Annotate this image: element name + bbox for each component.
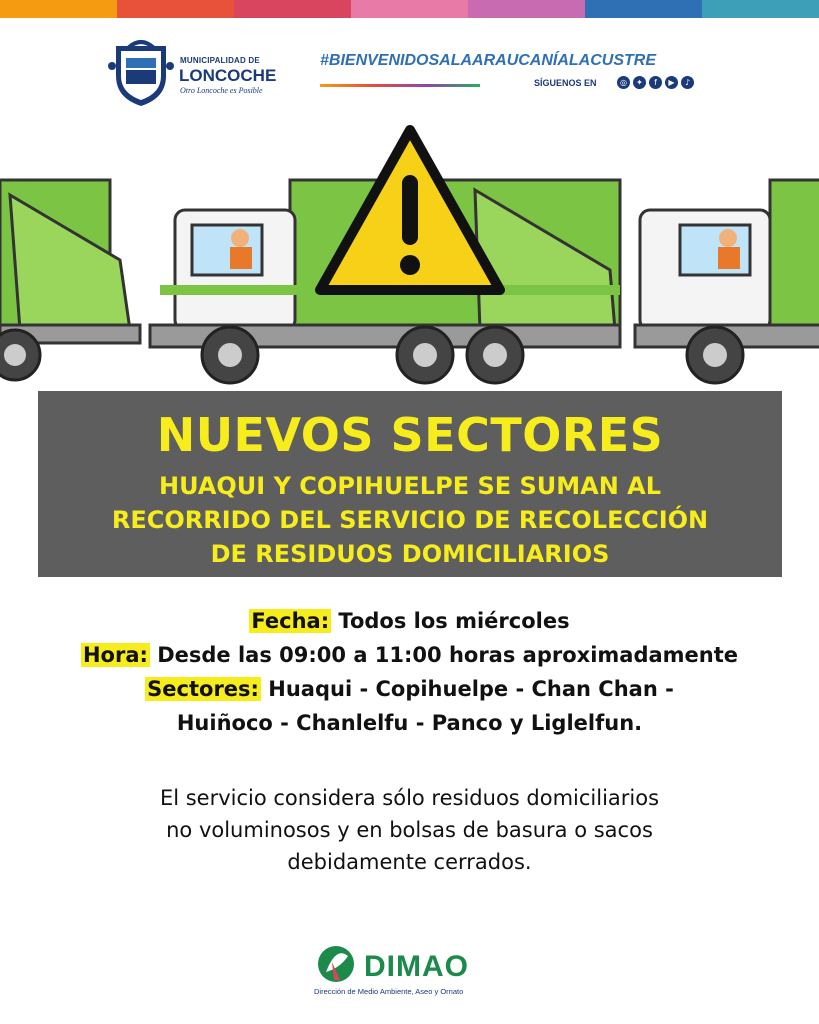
sectores-label: Sectores: xyxy=(147,677,259,701)
dimao-leaf-icon xyxy=(316,942,356,986)
sectores-row-continued xyxy=(0,706,819,740)
municipality-name: LONCOCHE xyxy=(179,66,277,85)
fecha-row xyxy=(0,604,819,638)
dimao-subtitle: Dirección de Medio Ambiente, Aseo y Ornato xyxy=(314,987,464,996)
coat-of-arms-icon xyxy=(108,36,174,108)
municipality-label: MUNICIPALIDAD DE xyxy=(180,56,260,65)
stripe-segment xyxy=(234,0,351,18)
note-line: debidamente cerrados. xyxy=(287,850,532,874)
garbage-trucks-illustration xyxy=(0,120,819,400)
fecha-label: Fecha: xyxy=(251,609,330,633)
stripe-segment xyxy=(702,0,819,18)
stripe-segment xyxy=(585,0,702,18)
social-icons xyxy=(617,76,694,89)
dimao-logo xyxy=(310,940,510,1000)
banner-subtitle-line: HUAQUI Y COPIHUELPE SE SUMAN AL xyxy=(158,472,662,500)
banner-subtitle xyxy=(38,469,782,571)
hashtag-underline xyxy=(320,84,480,87)
stripe-segment xyxy=(468,0,585,18)
instagram-icon[interactable]: ◎ xyxy=(617,76,630,89)
hora-value: Desde las 09:00 a 11:00 horas aproximadamente xyxy=(157,643,739,667)
sectores-value-continued: Huiñoco - Chanlelfu - Panco y Liglelfun. xyxy=(176,711,643,735)
note-line: El servicio considera sólo residuos domiciliarios xyxy=(159,786,660,810)
service-note xyxy=(0,782,819,878)
garbage-truck-left xyxy=(0,180,140,380)
note-line: no voluminosos y en bolsas de basura o sacos xyxy=(166,818,653,842)
youtube-icon[interactable]: ▶ xyxy=(665,76,678,89)
tiktok-icon[interactable]: ♪ xyxy=(681,76,694,89)
municipality-slogan: Otro Loncoche es Posible xyxy=(180,86,263,95)
hora-row xyxy=(0,638,819,672)
fecha-value: Todos los miércoles xyxy=(338,609,570,633)
headline-banner xyxy=(38,391,782,577)
hora-label: Hora: xyxy=(82,643,148,667)
schedule-details xyxy=(0,604,819,740)
top-color-stripe xyxy=(0,0,819,18)
dimao-brand: DIMAO xyxy=(364,950,469,983)
stripe-segment xyxy=(0,0,117,18)
facebook-icon[interactable]: f xyxy=(649,76,662,89)
municipality-logo xyxy=(108,36,278,108)
stripe-segment xyxy=(351,0,468,18)
header xyxy=(0,36,819,116)
twitter-icon[interactable]: ✦ xyxy=(633,76,646,89)
campaign-hashtag: #BIENVENIDOSALAARAUCANÍALACUSTRE xyxy=(320,52,657,69)
follow-label: SÍGUENOS EN xyxy=(534,78,597,88)
banner-title: NUEVOS SECTORES xyxy=(156,408,664,462)
stripe-segment xyxy=(117,0,234,18)
garbage-truck-right xyxy=(635,180,819,383)
sectores-row xyxy=(0,672,819,706)
banner-subtitle-line: RECORRIDO DEL SERVICIO DE RECOLECCIÓN xyxy=(111,506,709,534)
sectores-value: Huaqui - Copihuelpe - Chan Chan - xyxy=(268,677,674,701)
banner-subtitle-line: DE RESIDUOS DOMICILIARIOS xyxy=(210,540,610,568)
